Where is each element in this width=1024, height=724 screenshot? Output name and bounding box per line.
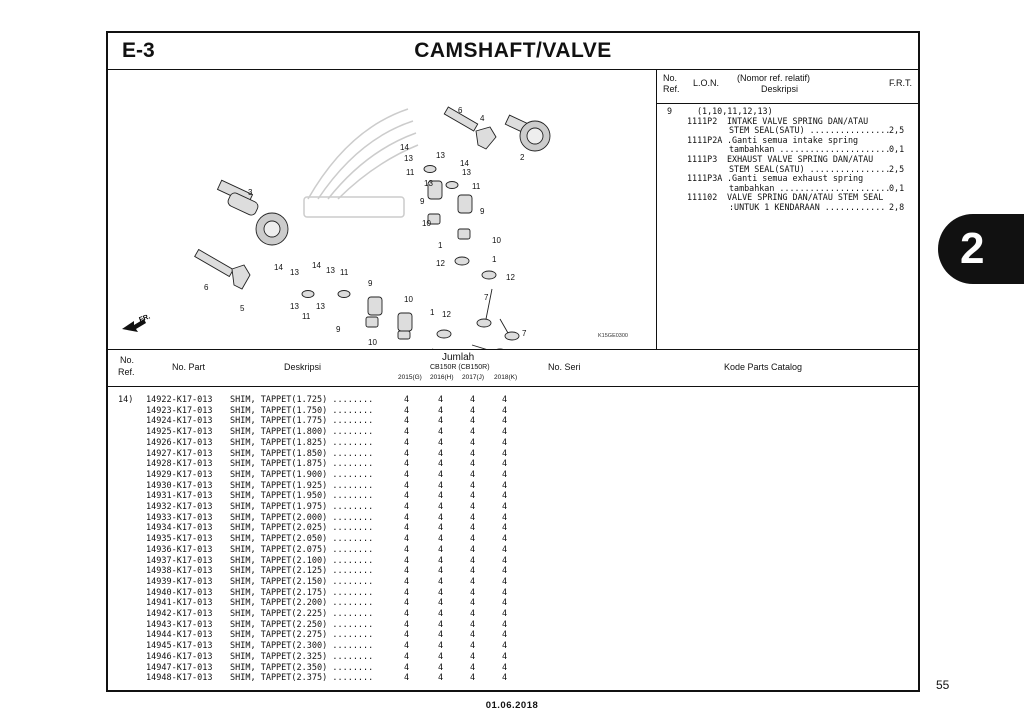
table-row	[108, 545, 918, 556]
ref-line: tambahkan ......................0,1	[729, 144, 905, 155]
row-part-number: 14936-K17-013	[146, 544, 213, 555]
row-qty: 4	[470, 587, 476, 598]
row-qty: 4	[470, 491, 476, 502]
ref-line: 1111P2 INTAKE VALVE SPRING DAN/ATAU	[687, 115, 869, 126]
row-qty: 4	[502, 512, 508, 523]
exploded-diagram-svg	[108, 69, 656, 349]
row-qty: 4	[404, 673, 410, 684]
row-part-number: 14922-K17-013	[146, 395, 213, 405]
row-qty: 4	[438, 619, 444, 630]
honda-wing-watermark	[304, 109, 418, 217]
callout-label: 6	[458, 106, 463, 115]
row-qty: 4	[404, 448, 410, 459]
callout-label: 7	[522, 329, 527, 338]
reference-panel-header	[657, 69, 918, 104]
row-ref: 14)	[118, 395, 134, 405]
callout-label: 13	[316, 302, 325, 311]
callout-label: 9	[420, 197, 425, 206]
callout-label: 3	[248, 188, 253, 197]
row-qty: 4	[404, 609, 410, 619]
col-ref: Ref.	[663, 84, 680, 94]
callout-label: 14	[274, 263, 283, 272]
row-part-number: 14923-K17-013	[146, 405, 213, 416]
row-qty: 4	[438, 641, 444, 652]
row-qty: 4	[404, 523, 410, 534]
row-qty: 4	[438, 673, 444, 684]
row-qty: 4	[470, 566, 476, 577]
row-qty: 4	[438, 555, 444, 566]
row-qty: 4	[438, 437, 444, 448]
col-no-part: No. Part	[172, 362, 206, 372]
row-qty: 4	[438, 576, 444, 587]
callout-label: 14	[312, 261, 321, 270]
row-qty: 4	[404, 598, 410, 609]
front-arrow-label: FR.	[138, 313, 152, 324]
col-year-2017: 2017(J)	[462, 374, 485, 381]
table-row	[108, 502, 918, 513]
row-qty: 4	[502, 469, 508, 480]
row-qty: 4	[502, 459, 508, 470]
row-part-number: 14928-K17-013	[146, 459, 213, 470]
table-row	[108, 534, 918, 545]
callout-label: 12	[442, 310, 451, 319]
table-row	[108, 427, 918, 438]
callout-label: 2	[520, 153, 525, 162]
row-part-number: 14945-K17-013	[146, 641, 213, 652]
callout-label: 11	[340, 268, 349, 277]
callout-label: 10	[404, 295, 413, 304]
table-row	[108, 620, 918, 631]
row-qty: 4	[438, 502, 444, 512]
row-qty: 4	[502, 405, 508, 416]
callout-label: 5	[240, 304, 245, 313]
ref-line: 9 (1,10,11,12,13)	[667, 106, 773, 116]
ref-line: tambahkan ......................0,1	[729, 182, 905, 193]
row-qty: 4	[470, 448, 476, 459]
col-frt: F.R.T.	[889, 78, 913, 88]
section-tab-number: 2	[960, 224, 985, 273]
row-description: SHIM, TAPPET(2.100) ........	[230, 555, 374, 566]
row-qty: 4	[470, 598, 476, 609]
diagram-code: K15GE0300	[598, 333, 628, 339]
col-year-2018: 2018(K)	[494, 374, 518, 381]
row-part-number: 14933-K17-013	[146, 512, 213, 523]
row-description: SHIM, TAPPET(1.750) ........	[230, 405, 374, 416]
row-qty: 4	[438, 651, 444, 662]
col-no: No.	[120, 355, 135, 365]
row-qty: 4	[404, 459, 410, 470]
row-qty: 4	[404, 651, 410, 662]
table-row	[108, 577, 918, 588]
callout-label: 13	[290, 268, 299, 277]
row-qty: 4	[404, 469, 410, 480]
table-row	[108, 481, 918, 492]
row-description: SHIM, TAPPET(2.225) ........	[230, 609, 374, 619]
row-part-number: 14927-K17-013	[146, 448, 213, 459]
row-qty: 4	[502, 523, 508, 534]
row-description: SHIM, TAPPET(1.825) ........	[230, 437, 374, 448]
row-qty: 4	[502, 609, 508, 619]
row-description: SHIM, TAPPET(2.125) ........	[230, 566, 374, 577]
row-qty: 4	[502, 651, 508, 662]
row-description: SHIM, TAPPET(2.375) ........	[230, 673, 374, 684]
table-row	[108, 491, 918, 502]
row-qty: 4	[502, 598, 508, 609]
row-qty: 4	[470, 576, 476, 587]
section-code: E-3	[122, 39, 155, 62]
row-part-number: 14930-K17-013	[146, 480, 213, 491]
row-qty: 4	[404, 630, 410, 641]
row-qty: 4	[470, 416, 476, 427]
callout-label: 9	[368, 279, 373, 288]
callout-label: 1	[430, 308, 435, 317]
row-qty: 4	[438, 566, 444, 577]
row-qty: 4	[502, 395, 508, 405]
row-part-number: 14942-K17-013	[146, 609, 213, 619]
row-qty: 4	[404, 395, 410, 405]
reference-panel	[657, 69, 918, 349]
row-part-number: 14941-K17-013	[146, 598, 213, 609]
row-qty: 4	[438, 459, 444, 470]
row-qty: 4	[438, 405, 444, 416]
row-part-number: 14924-K17-013	[146, 416, 213, 427]
callout-label: 7	[484, 293, 489, 302]
callout-label: 10	[368, 338, 377, 347]
row-description: SHIM, TAPPET(1.950) ........	[230, 491, 374, 502]
row-description: SHIM, TAPPET(2.275) ........	[230, 630, 374, 641]
page-title: CAMSHAFT/VALVE	[414, 39, 612, 62]
row-description: SHIM, TAPPET(2.175) ........	[230, 587, 374, 598]
callout-label: 13	[404, 154, 413, 163]
row-part-number: 14934-K17-013	[146, 523, 213, 534]
page-header	[108, 33, 918, 70]
row-qty: 4	[470, 469, 476, 480]
row-description: SHIM, TAPPET(2.350) ........	[230, 662, 374, 673]
row-qty: 4	[502, 437, 508, 448]
row-qty: 4	[404, 416, 410, 427]
table-row	[108, 673, 918, 684]
row-part-number: 14926-K17-013	[146, 437, 213, 448]
row-qty: 4	[502, 566, 508, 577]
col-ref: Ref.	[118, 367, 135, 377]
row-qty: 4	[438, 544, 444, 555]
parts-illustration	[195, 107, 550, 349]
table-row	[108, 523, 918, 534]
callout-label: 6	[204, 283, 209, 292]
row-qty: 4	[438, 427, 444, 438]
callout-label: 1	[438, 241, 443, 250]
row-qty: 4	[438, 598, 444, 609]
row-part-number: 14931-K17-013	[146, 491, 213, 502]
col-lon: L.O.N.	[693, 78, 720, 88]
table-row	[108, 566, 918, 577]
callout-label: 12	[506, 273, 515, 282]
row-qty: 4	[470, 641, 476, 652]
row-qty: 4	[470, 673, 476, 684]
row-description: SHIM, TAPPET(2.250) ........	[230, 619, 374, 630]
publish-date: 01.06.2018	[485, 700, 539, 711]
page-number: 55	[936, 678, 950, 692]
section-tab	[938, 214, 1024, 284]
row-part-number: 14935-K17-013	[146, 534, 213, 545]
row-qty: 4	[470, 395, 476, 405]
row-qty: 4	[502, 555, 508, 566]
row-part-number: 14929-K17-013	[146, 469, 213, 480]
row-description: SHIM, TAPPET(1.975) ........	[230, 502, 374, 512]
row-part-number: 14940-K17-013	[146, 587, 213, 598]
table-row	[108, 470, 918, 481]
ref-line: :UNTUK 1 KENDARAAN ............ 2,8	[729, 201, 905, 212]
callout-label: 11	[406, 168, 415, 177]
row-qty: 4	[470, 544, 476, 555]
row-part-number: 14937-K17-013	[146, 555, 213, 566]
row-qty: 4	[470, 502, 476, 512]
col-no: No.	[663, 73, 678, 83]
col-model: CB150R (CB150R)	[430, 364, 490, 371]
row-qty: 4	[438, 534, 444, 545]
table-row	[108, 588, 918, 599]
row-qty: 4	[404, 427, 410, 438]
row-qty: 4	[470, 630, 476, 641]
callout-label: 14	[400, 143, 409, 152]
table-row	[108, 663, 918, 674]
row-qty: 4	[470, 619, 476, 630]
row-part-number: 14932-K17-013	[146, 502, 213, 512]
callout-label: 11	[302, 312, 311, 321]
row-qty: 4	[404, 641, 410, 652]
row-qty: 4	[470, 480, 476, 491]
table-row	[108, 416, 918, 427]
table-row	[108, 641, 918, 652]
row-qty: 4	[502, 587, 508, 598]
row-qty: 4	[470, 609, 476, 619]
callout-label: 11	[472, 182, 481, 191]
row-qty: 4	[404, 405, 410, 416]
row-description: SHIM, TAPPET(2.150) ........	[230, 576, 374, 587]
callout-label: 13	[462, 168, 471, 177]
row-qty: 4	[502, 480, 508, 491]
row-qty: 4	[404, 619, 410, 630]
row-qty: 4	[404, 587, 410, 598]
row-qty: 4	[404, 502, 410, 512]
ref-line: STEM SEAL(SATU) ................2,5	[729, 125, 905, 136]
col-jumlah: Jumlah	[442, 352, 475, 363]
row-description: SHIM, TAPPET(1.725) ........	[230, 395, 374, 405]
row-description: SHIM, TAPPET(2.200) ........	[230, 598, 374, 609]
callout-label: 13	[436, 151, 445, 160]
row-description: SHIM, TAPPET(1.925) ........	[230, 480, 374, 491]
row-part-number: 14925-K17-013	[146, 427, 213, 438]
ref-line: 1111P3 EXHAUST VALVE SPRING DAN/ATAU	[687, 153, 874, 164]
row-qty: 4	[404, 512, 410, 523]
row-description: SHIM, TAPPET(2.300) ........	[230, 641, 374, 652]
table-row	[108, 556, 918, 567]
row-qty: 4	[470, 523, 476, 534]
parts-table-header	[108, 349, 918, 387]
table-row	[108, 438, 918, 449]
table-row	[108, 395, 918, 406]
row-qty: 4	[470, 555, 476, 566]
row-description: SHIM, TAPPET(2.050) ........	[230, 534, 374, 545]
row-description: SHIM, TAPPET(2.025) ........	[230, 523, 374, 534]
row-qty: 4	[404, 437, 410, 448]
row-qty: 4	[404, 491, 410, 502]
callout-label: 10	[422, 219, 431, 228]
row-qty: 4	[502, 619, 508, 630]
table-row	[108, 513, 918, 524]
row-qty: 4	[470, 512, 476, 523]
row-qty: 4	[438, 416, 444, 427]
row-qty: 4	[438, 587, 444, 598]
row-qty: 4	[470, 662, 476, 673]
col-no-seri: No. Seri	[548, 362, 581, 372]
row-qty: 4	[404, 480, 410, 491]
row-qty: 4	[438, 491, 444, 502]
callout-label: 10	[492, 236, 501, 245]
row-qty: 4	[404, 534, 410, 545]
callout-label: 13	[326, 266, 335, 275]
row-qty: 4	[502, 416, 508, 427]
row-qty: 4	[502, 641, 508, 652]
row-qty: 4	[438, 523, 444, 534]
table-row	[108, 598, 918, 609]
row-qty: 4	[502, 544, 508, 555]
row-part-number: 14939-K17-013	[146, 576, 213, 587]
row-qty: 4	[470, 534, 476, 545]
table-row	[108, 459, 918, 470]
row-description: SHIM, TAPPET(2.075) ........	[230, 544, 374, 555]
row-qty: 4	[404, 576, 410, 587]
row-qty: 4	[470, 459, 476, 470]
row-qty: 4	[438, 480, 444, 491]
table-row	[108, 449, 918, 460]
col-desc: Deskripsi	[761, 84, 799, 94]
row-description: SHIM, TAPPET(1.875) ........	[230, 459, 374, 470]
row-qty: 4	[404, 544, 410, 555]
row-description: SHIM, TAPPET(1.775) ........	[230, 416, 374, 427]
row-qty: 4	[438, 448, 444, 459]
row-qty: 4	[404, 566, 410, 577]
callout-label: 1	[492, 255, 497, 264]
row-description: SHIM, TAPPET(1.850) ........	[230, 448, 374, 459]
row-qty: 4	[470, 405, 476, 416]
table-row	[108, 406, 918, 417]
table-row	[108, 609, 918, 620]
col-nomor: (Nomor ref. relatif)	[737, 73, 811, 83]
row-qty: 4	[502, 502, 508, 512]
callout-label: 9	[336, 325, 341, 334]
row-qty: 4	[404, 555, 410, 566]
row-qty: 4	[470, 427, 476, 438]
ref-line: STEM SEAL(SATU) ................2,5	[729, 163, 905, 174]
callout-label: 12	[436, 259, 445, 268]
col-year-2016: 2016(H)	[430, 374, 454, 381]
row-qty: 4	[438, 630, 444, 641]
callout-label: 9	[480, 207, 485, 216]
row-description: SHIM, TAPPET(2.325) ........	[230, 651, 374, 662]
row-part-number: 14948-K17-013	[146, 673, 213, 684]
front-arrow	[122, 313, 151, 332]
reference-panel-body	[667, 107, 917, 213]
row-qty: 4	[502, 576, 508, 587]
row-qty: 4	[404, 662, 410, 673]
callout-label: 13	[424, 179, 433, 188]
row-description: SHIM, TAPPET(1.800) ........	[230, 427, 374, 438]
row-qty: 4	[438, 512, 444, 523]
row-part-number: 14943-K17-013	[146, 619, 213, 630]
row-qty: 4	[502, 491, 508, 502]
col-deskripsi: Deskripsi	[284, 362, 322, 372]
row-qty: 4	[502, 534, 508, 545]
row-qty: 4	[470, 651, 476, 662]
catalog-page-frame	[106, 31, 920, 692]
row-qty: 4	[438, 395, 444, 405]
row-qty: 4	[502, 662, 508, 673]
row-description: SHIM, TAPPET(1.900) ........	[230, 469, 374, 480]
row-qty: 4	[502, 448, 508, 459]
row-part-number: 14944-K17-013	[146, 630, 213, 641]
callout-label: 4	[480, 114, 485, 123]
table-row	[108, 652, 918, 663]
row-qty: 4	[438, 469, 444, 480]
row-part-number: 14946-K17-013	[146, 651, 213, 662]
ref-line: 1111P2A .Ganti semua intake spring	[687, 134, 859, 145]
row-qty: 4	[502, 630, 508, 641]
callout-label: 14	[460, 159, 469, 168]
ref-line: 111102 VALVE SPRING DAN/ATAU STEM SEAL	[687, 192, 884, 203]
row-qty: 4	[502, 427, 508, 438]
row-part-number: 14938-K17-013	[146, 566, 213, 577]
ref-line: 1111P3A .Ganti semua exhaust spring	[687, 173, 864, 184]
row-qty: 4	[438, 662, 444, 673]
row-qty: 4	[470, 437, 476, 448]
row-qty: 4	[438, 609, 444, 619]
col-kode: Kode Parts Catalog	[724, 362, 803, 372]
exploded-diagram	[108, 69, 657, 349]
callout-label: 13	[290, 302, 299, 311]
col-year-2015: 2015(G)	[398, 374, 422, 381]
row-qty: 4	[502, 673, 508, 684]
row-part-number: 14947-K17-013	[146, 662, 213, 673]
table-row	[108, 630, 918, 641]
row-description: SHIM, TAPPET(2.000) ........	[230, 512, 374, 523]
